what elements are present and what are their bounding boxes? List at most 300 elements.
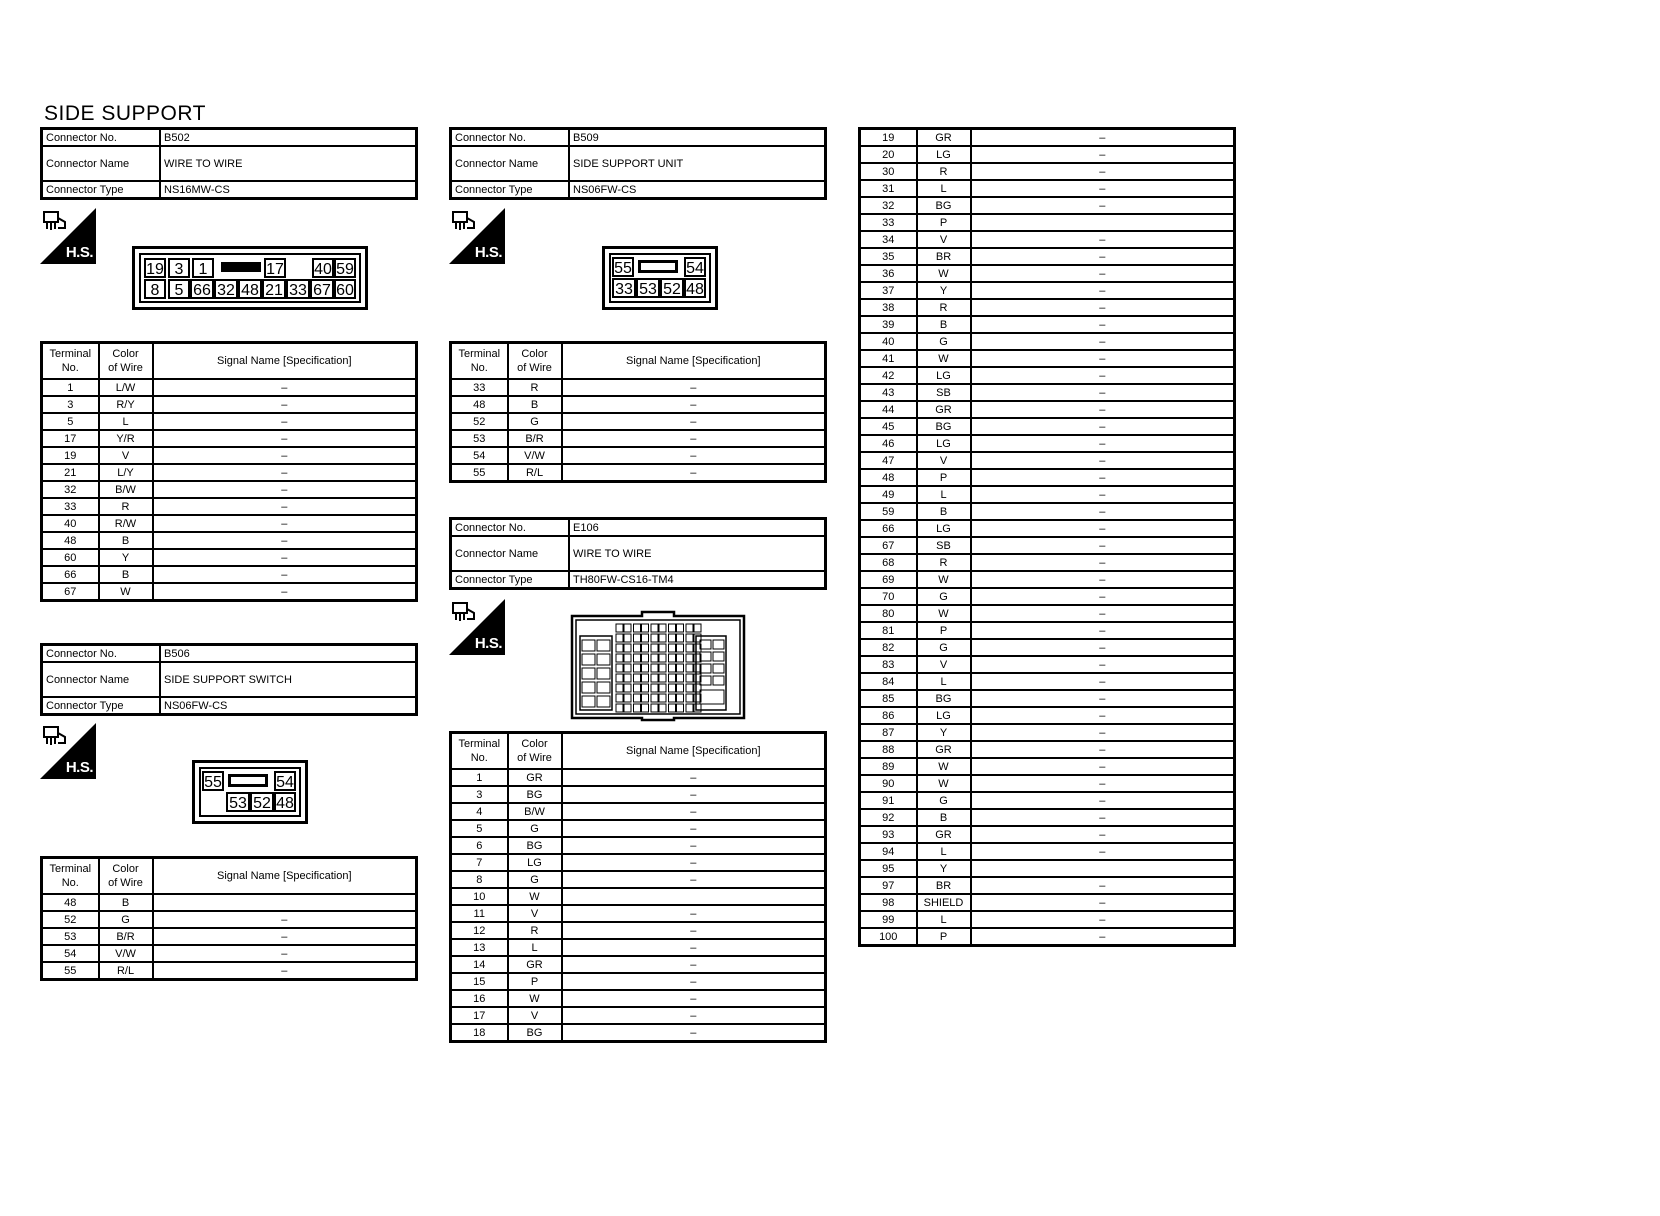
- wire-color: B: [99, 566, 153, 583]
- table-row: [451, 430, 826, 447]
- terminal-no: 89: [860, 758, 917, 775]
- signal-name: –: [971, 826, 1235, 843]
- wire-color: V: [917, 452, 971, 469]
- signal-name: –: [562, 956, 826, 973]
- terminal-no: 21: [42, 464, 99, 481]
- signal-name: –: [971, 452, 1235, 469]
- table-row: [860, 605, 1235, 622]
- terminal-no: 8: [451, 871, 508, 888]
- table-row: [860, 809, 1235, 826]
- table-row: [42, 928, 417, 945]
- wire-color: GR: [917, 826, 971, 843]
- terminal-no: 69: [860, 571, 917, 588]
- signal-name: –: [153, 566, 417, 583]
- wire-color: B: [917, 809, 971, 826]
- connector-hand-icon: [42, 210, 68, 232]
- header-wire-color: Color of Wire: [508, 343, 562, 380]
- terminal-no: 3: [42, 396, 99, 413]
- signal-name: –: [971, 435, 1235, 452]
- terminal-no: 70: [860, 588, 917, 605]
- signal-name: –: [562, 854, 826, 871]
- terminal-no: 55: [42, 962, 99, 980]
- connector-face-b506: [192, 760, 308, 824]
- connector-no: E106: [569, 519, 826, 537]
- signal-name: –: [562, 973, 826, 990]
- pin: 48: [684, 278, 706, 298]
- header-signal-name: Signal Name [Specification]: [153, 858, 417, 895]
- signal-name: –: [562, 939, 826, 956]
- wire-color: LG: [917, 146, 971, 163]
- pin: 53: [226, 792, 250, 812]
- table-row: [42, 962, 417, 980]
- wire-color: B: [99, 532, 153, 549]
- connector-type: NS16MW-CS: [160, 181, 417, 199]
- wire-color: V/W: [99, 945, 153, 962]
- table-row: [451, 447, 826, 464]
- table-row: [451, 464, 826, 482]
- signal-name: –: [153, 583, 417, 601]
- header-wire-color: Color of Wire: [508, 733, 562, 770]
- wire-color: L: [917, 843, 971, 860]
- terminal-no: 91: [860, 792, 917, 809]
- table-row: [451, 1024, 826, 1042]
- table-row: [860, 486, 1235, 503]
- pin: 8: [144, 279, 166, 299]
- terminal-no: 83: [860, 656, 917, 673]
- terminal-no: 39: [860, 316, 917, 333]
- pin: 5: [168, 279, 190, 299]
- table-row: [451, 379, 826, 396]
- label-connector-no: Connector No.: [451, 519, 570, 537]
- terminal-no: 66: [42, 566, 99, 583]
- wire-color: V: [508, 905, 562, 922]
- terminal-no: 84: [860, 673, 917, 690]
- table-row: [42, 945, 417, 962]
- signal-name: –: [971, 248, 1235, 265]
- terminal-no: 54: [42, 945, 99, 962]
- signal-name: –: [971, 571, 1235, 588]
- wire-color: R: [508, 922, 562, 939]
- label-connector-name: Connector Name: [451, 146, 570, 181]
- pin: 55: [612, 257, 634, 277]
- wire-color: P: [917, 469, 971, 486]
- wire-color: R: [99, 498, 153, 515]
- table-row: [860, 282, 1235, 299]
- terminal-no: 44: [860, 401, 917, 418]
- wire-color: GR: [917, 741, 971, 758]
- terminal-no: 48: [42, 532, 99, 549]
- table-row: [860, 503, 1235, 520]
- connector-hand-icon: [451, 601, 477, 623]
- table-row: [42, 911, 417, 928]
- wire-color: W: [917, 571, 971, 588]
- signal-name: –: [971, 316, 1235, 333]
- terminal-no: 92: [860, 809, 917, 826]
- wire-color: W: [508, 888, 562, 905]
- terminal-no: 98: [860, 894, 917, 911]
- table-row: [860, 775, 1235, 792]
- terminal-no: 20: [860, 146, 917, 163]
- signal-name: –: [562, 803, 826, 820]
- signal-name: –: [971, 724, 1235, 741]
- table-row: [860, 554, 1235, 571]
- terminal-table-b506: [40, 856, 418, 981]
- wire-color: V: [508, 1007, 562, 1024]
- table-row: [860, 367, 1235, 384]
- terminal-no: 45: [860, 418, 917, 435]
- table-row: [860, 146, 1235, 163]
- wire-color: L: [917, 486, 971, 503]
- terminal-no: 85: [860, 690, 917, 707]
- wire-color: Y/R: [99, 430, 153, 447]
- table-row: [860, 537, 1235, 554]
- wire-color: BG: [917, 690, 971, 707]
- wire-color: GR: [508, 956, 562, 973]
- table-row: [860, 707, 1235, 724]
- wire-color: B/R: [508, 430, 562, 447]
- connector-latch: [228, 774, 268, 787]
- terminal-no: 43: [860, 384, 917, 401]
- wire-color: L: [99, 413, 153, 430]
- signal-name: –: [971, 673, 1235, 690]
- signal-name: –: [971, 741, 1235, 758]
- wire-color: B: [917, 316, 971, 333]
- terminal-no: 33: [451, 379, 508, 396]
- terminal-no: 1: [451, 769, 508, 786]
- terminal-no: 11: [451, 905, 508, 922]
- table-row: [42, 566, 417, 583]
- terminal-no: 5: [451, 820, 508, 837]
- wire-color: GR: [508, 769, 562, 786]
- table-row: [451, 786, 826, 803]
- terminal-no: 88: [860, 741, 917, 758]
- signal-name: [562, 888, 826, 905]
- signal-name: –: [971, 486, 1235, 503]
- wire-color: P: [508, 973, 562, 990]
- table-row: [860, 163, 1235, 180]
- terminal-no: 53: [42, 928, 99, 945]
- signal-name: –: [971, 605, 1235, 622]
- signal-name: –: [971, 928, 1235, 946]
- terminal-no: 17: [451, 1007, 508, 1024]
- signal-name: –: [562, 396, 826, 413]
- pin: 54: [684, 257, 706, 277]
- terminal-no: 48: [451, 396, 508, 413]
- wire-color: R: [917, 299, 971, 316]
- signal-name: –: [971, 180, 1235, 197]
- terminal-table-b502: [40, 341, 418, 602]
- terminal-table-e106: [449, 731, 827, 1043]
- table-row: [860, 469, 1235, 486]
- table-row: [860, 911, 1235, 928]
- wire-color: G: [917, 639, 971, 656]
- table-row: [860, 384, 1235, 401]
- table-row: [42, 396, 417, 413]
- wire-color: R: [508, 379, 562, 396]
- header-terminal-no: Terminal No.: [451, 733, 508, 770]
- table-row: [451, 803, 826, 820]
- table-row: [451, 396, 826, 413]
- table-row: [451, 905, 826, 922]
- wire-color: LG: [917, 520, 971, 537]
- signal-name: –: [971, 588, 1235, 605]
- wire-color: BR: [917, 877, 971, 894]
- table-row: [860, 639, 1235, 656]
- connector-latch: [638, 260, 678, 273]
- wire-color: G: [99, 911, 153, 928]
- pin: 55: [202, 771, 224, 791]
- signal-name: –: [971, 163, 1235, 180]
- pin: 52: [660, 278, 684, 298]
- table-row: [860, 248, 1235, 265]
- wire-color: SB: [917, 384, 971, 401]
- wire-color: W: [917, 775, 971, 792]
- label-connector-no: Connector No.: [451, 129, 570, 147]
- table-row: [451, 973, 826, 990]
- table-row: [451, 820, 826, 837]
- terminal-no: 1: [42, 379, 99, 396]
- signal-name: –: [971, 299, 1235, 316]
- connector-no: B506: [160, 645, 417, 663]
- terminal-no: 19: [860, 129, 917, 147]
- signal-name: –: [562, 905, 826, 922]
- wire-color: W: [917, 758, 971, 775]
- table-row: [860, 418, 1235, 435]
- signal-name: –: [971, 129, 1235, 147]
- connector-info-b509: [449, 127, 827, 200]
- terminal-no: 49: [860, 486, 917, 503]
- signal-name: –: [971, 758, 1235, 775]
- table-row: [860, 401, 1235, 418]
- table-row: [860, 571, 1235, 588]
- wire-color: L: [917, 673, 971, 690]
- header-signal-name: Signal Name [Specification]: [562, 733, 826, 770]
- harness-side-icon: H.S.: [40, 208, 96, 264]
- signal-name: –: [153, 532, 417, 549]
- terminal-no: 15: [451, 973, 508, 990]
- wire-color: BG: [917, 197, 971, 214]
- terminal-no: 80: [860, 605, 917, 622]
- signal-name: –: [971, 333, 1235, 350]
- signal-name: –: [562, 786, 826, 803]
- terminal-no: 81: [860, 622, 917, 639]
- connector-hand-icon: [42, 725, 68, 747]
- terminal-no: 18: [451, 1024, 508, 1042]
- table-row: [860, 843, 1235, 860]
- terminal-no: 46: [860, 435, 917, 452]
- pin: 54: [274, 771, 296, 791]
- terminal-no: 34: [860, 231, 917, 248]
- connector-type: NS06FW-CS: [160, 697, 417, 715]
- terminal-no: 97: [860, 877, 917, 894]
- wire-color: B/W: [508, 803, 562, 820]
- wire-color: GR: [917, 129, 971, 147]
- table-row: [860, 350, 1235, 367]
- page-title: SIDE SUPPORT: [44, 102, 206, 125]
- signal-name: –: [562, 769, 826, 786]
- connector-latch: [221, 262, 261, 272]
- wire-color: B: [99, 894, 153, 911]
- terminal-no: 54: [451, 447, 508, 464]
- table-row: [451, 956, 826, 973]
- pin: 21: [262, 279, 286, 299]
- table-row: [860, 214, 1235, 231]
- wire-color: G: [917, 792, 971, 809]
- signal-name: –: [971, 911, 1235, 928]
- signal-name: –: [971, 282, 1235, 299]
- table-row: [860, 860, 1235, 877]
- signal-name: –: [971, 622, 1235, 639]
- connector-name: SIDE SUPPORT SWITCH: [160, 662, 417, 697]
- header-signal-name: Signal Name [Specification]: [153, 343, 417, 380]
- wire-color: G: [508, 413, 562, 430]
- signal-name: –: [562, 922, 826, 939]
- wire-color: L/W: [99, 379, 153, 396]
- terminal-no: 47: [860, 452, 917, 469]
- wire-color: BG: [508, 786, 562, 803]
- wire-color: V: [917, 656, 971, 673]
- terminal-no: 59: [860, 503, 917, 520]
- signal-name: –: [971, 690, 1235, 707]
- table-row: [451, 1007, 826, 1024]
- table-row: [42, 515, 417, 532]
- terminal-no: 93: [860, 826, 917, 843]
- connector-type: NS06FW-CS: [569, 181, 826, 199]
- table-row: [42, 532, 417, 549]
- terminal-no: 36: [860, 265, 917, 282]
- terminal-no: 53: [451, 430, 508, 447]
- wire-color: Y: [917, 724, 971, 741]
- wire-color: R: [917, 163, 971, 180]
- signal-name: –: [153, 549, 417, 566]
- signal-name: –: [971, 554, 1235, 571]
- signal-name: –: [562, 413, 826, 430]
- terminal-no: 35: [860, 248, 917, 265]
- table-row: [860, 452, 1235, 469]
- table-row: [42, 583, 417, 601]
- signal-name: –: [153, 396, 417, 413]
- table-row: [42, 430, 417, 447]
- connector-no: B509: [569, 129, 826, 147]
- terminal-no: 68: [860, 554, 917, 571]
- terminal-no: 95: [860, 860, 917, 877]
- wire-color: B: [917, 503, 971, 520]
- wire-color: SHIELD: [917, 894, 971, 911]
- label-connector-type: Connector Type: [42, 697, 161, 715]
- connector-face-e106: [570, 610, 746, 722]
- pin: 33: [286, 279, 310, 299]
- table-row: [451, 854, 826, 871]
- terminal-no: 67: [42, 583, 99, 601]
- wire-color: BG: [508, 1024, 562, 1042]
- pin: 19: [144, 258, 166, 278]
- connector-info-b502: [40, 127, 418, 200]
- table-row: [42, 498, 417, 515]
- terminal-no: 3: [451, 786, 508, 803]
- terminal-no: 13: [451, 939, 508, 956]
- pin: 52: [250, 792, 274, 812]
- wire-color: LG: [917, 707, 971, 724]
- header-wire-color: Color of Wire: [99, 343, 153, 380]
- table-row: [860, 435, 1235, 452]
- terminal-no: 42: [860, 367, 917, 384]
- table-row: [42, 413, 417, 430]
- wire-color: P: [917, 622, 971, 639]
- terminal-no: 38: [860, 299, 917, 316]
- table-row: [860, 316, 1235, 333]
- signal-name: –: [971, 265, 1235, 282]
- pin: 66: [190, 279, 214, 299]
- signal-name: [971, 860, 1235, 877]
- signal-name: –: [562, 1007, 826, 1024]
- header-terminal-no: Terminal No.: [42, 343, 99, 380]
- table-row: [860, 231, 1235, 248]
- label-connector-name: Connector Name: [42, 662, 161, 697]
- table-row: [42, 894, 417, 911]
- signal-name: –: [971, 537, 1235, 554]
- terminal-no: 86: [860, 707, 917, 724]
- wire-color: Y: [917, 860, 971, 877]
- terminal-no: 82: [860, 639, 917, 656]
- terminal-no: 87: [860, 724, 917, 741]
- table-row: [860, 588, 1235, 605]
- wire-color: L: [508, 939, 562, 956]
- terminal-no: 4: [451, 803, 508, 820]
- terminal-no: 19: [42, 447, 99, 464]
- table-row: [42, 481, 417, 498]
- terminal-no: 10: [451, 888, 508, 905]
- wire-color: R/L: [508, 464, 562, 482]
- terminal-no: 55: [451, 464, 508, 482]
- wire-color: R/L: [99, 962, 153, 980]
- wire-color: G: [917, 588, 971, 605]
- terminal-no: 48: [860, 469, 917, 486]
- signal-name: –: [971, 792, 1235, 809]
- signal-name: –: [971, 146, 1235, 163]
- terminal-no: 66: [860, 520, 917, 537]
- table-row: [451, 888, 826, 905]
- signal-name: –: [971, 809, 1235, 826]
- header-signal-name: Signal Name [Specification]: [562, 343, 826, 380]
- pin: 40: [312, 258, 334, 278]
- terminal-no: 94: [860, 843, 917, 860]
- signal-name: –: [971, 197, 1235, 214]
- wire-color: W: [99, 583, 153, 601]
- header-terminal-no: Terminal No.: [451, 343, 508, 380]
- terminal-no: 40: [42, 515, 99, 532]
- wire-color: LG: [917, 367, 971, 384]
- table-row: [860, 197, 1235, 214]
- table-row: [451, 939, 826, 956]
- pin: 67: [310, 279, 334, 299]
- wire-color: B/W: [99, 481, 153, 498]
- signal-name: –: [971, 503, 1235, 520]
- signal-name: –: [971, 775, 1235, 792]
- wire-color: B: [508, 396, 562, 413]
- wire-color: R/Y: [99, 396, 153, 413]
- table-row: [860, 690, 1235, 707]
- signal-name: –: [153, 430, 417, 447]
- terminal-no: 90: [860, 775, 917, 792]
- wire-color: W: [917, 605, 971, 622]
- table-row: [42, 379, 417, 396]
- connector-face-b509: [602, 246, 718, 310]
- header-terminal-no: Terminal No.: [42, 858, 99, 895]
- pin: 3: [168, 258, 190, 278]
- signal-name: –: [153, 464, 417, 481]
- table-row: [42, 447, 417, 464]
- terminal-no: 6: [451, 837, 508, 854]
